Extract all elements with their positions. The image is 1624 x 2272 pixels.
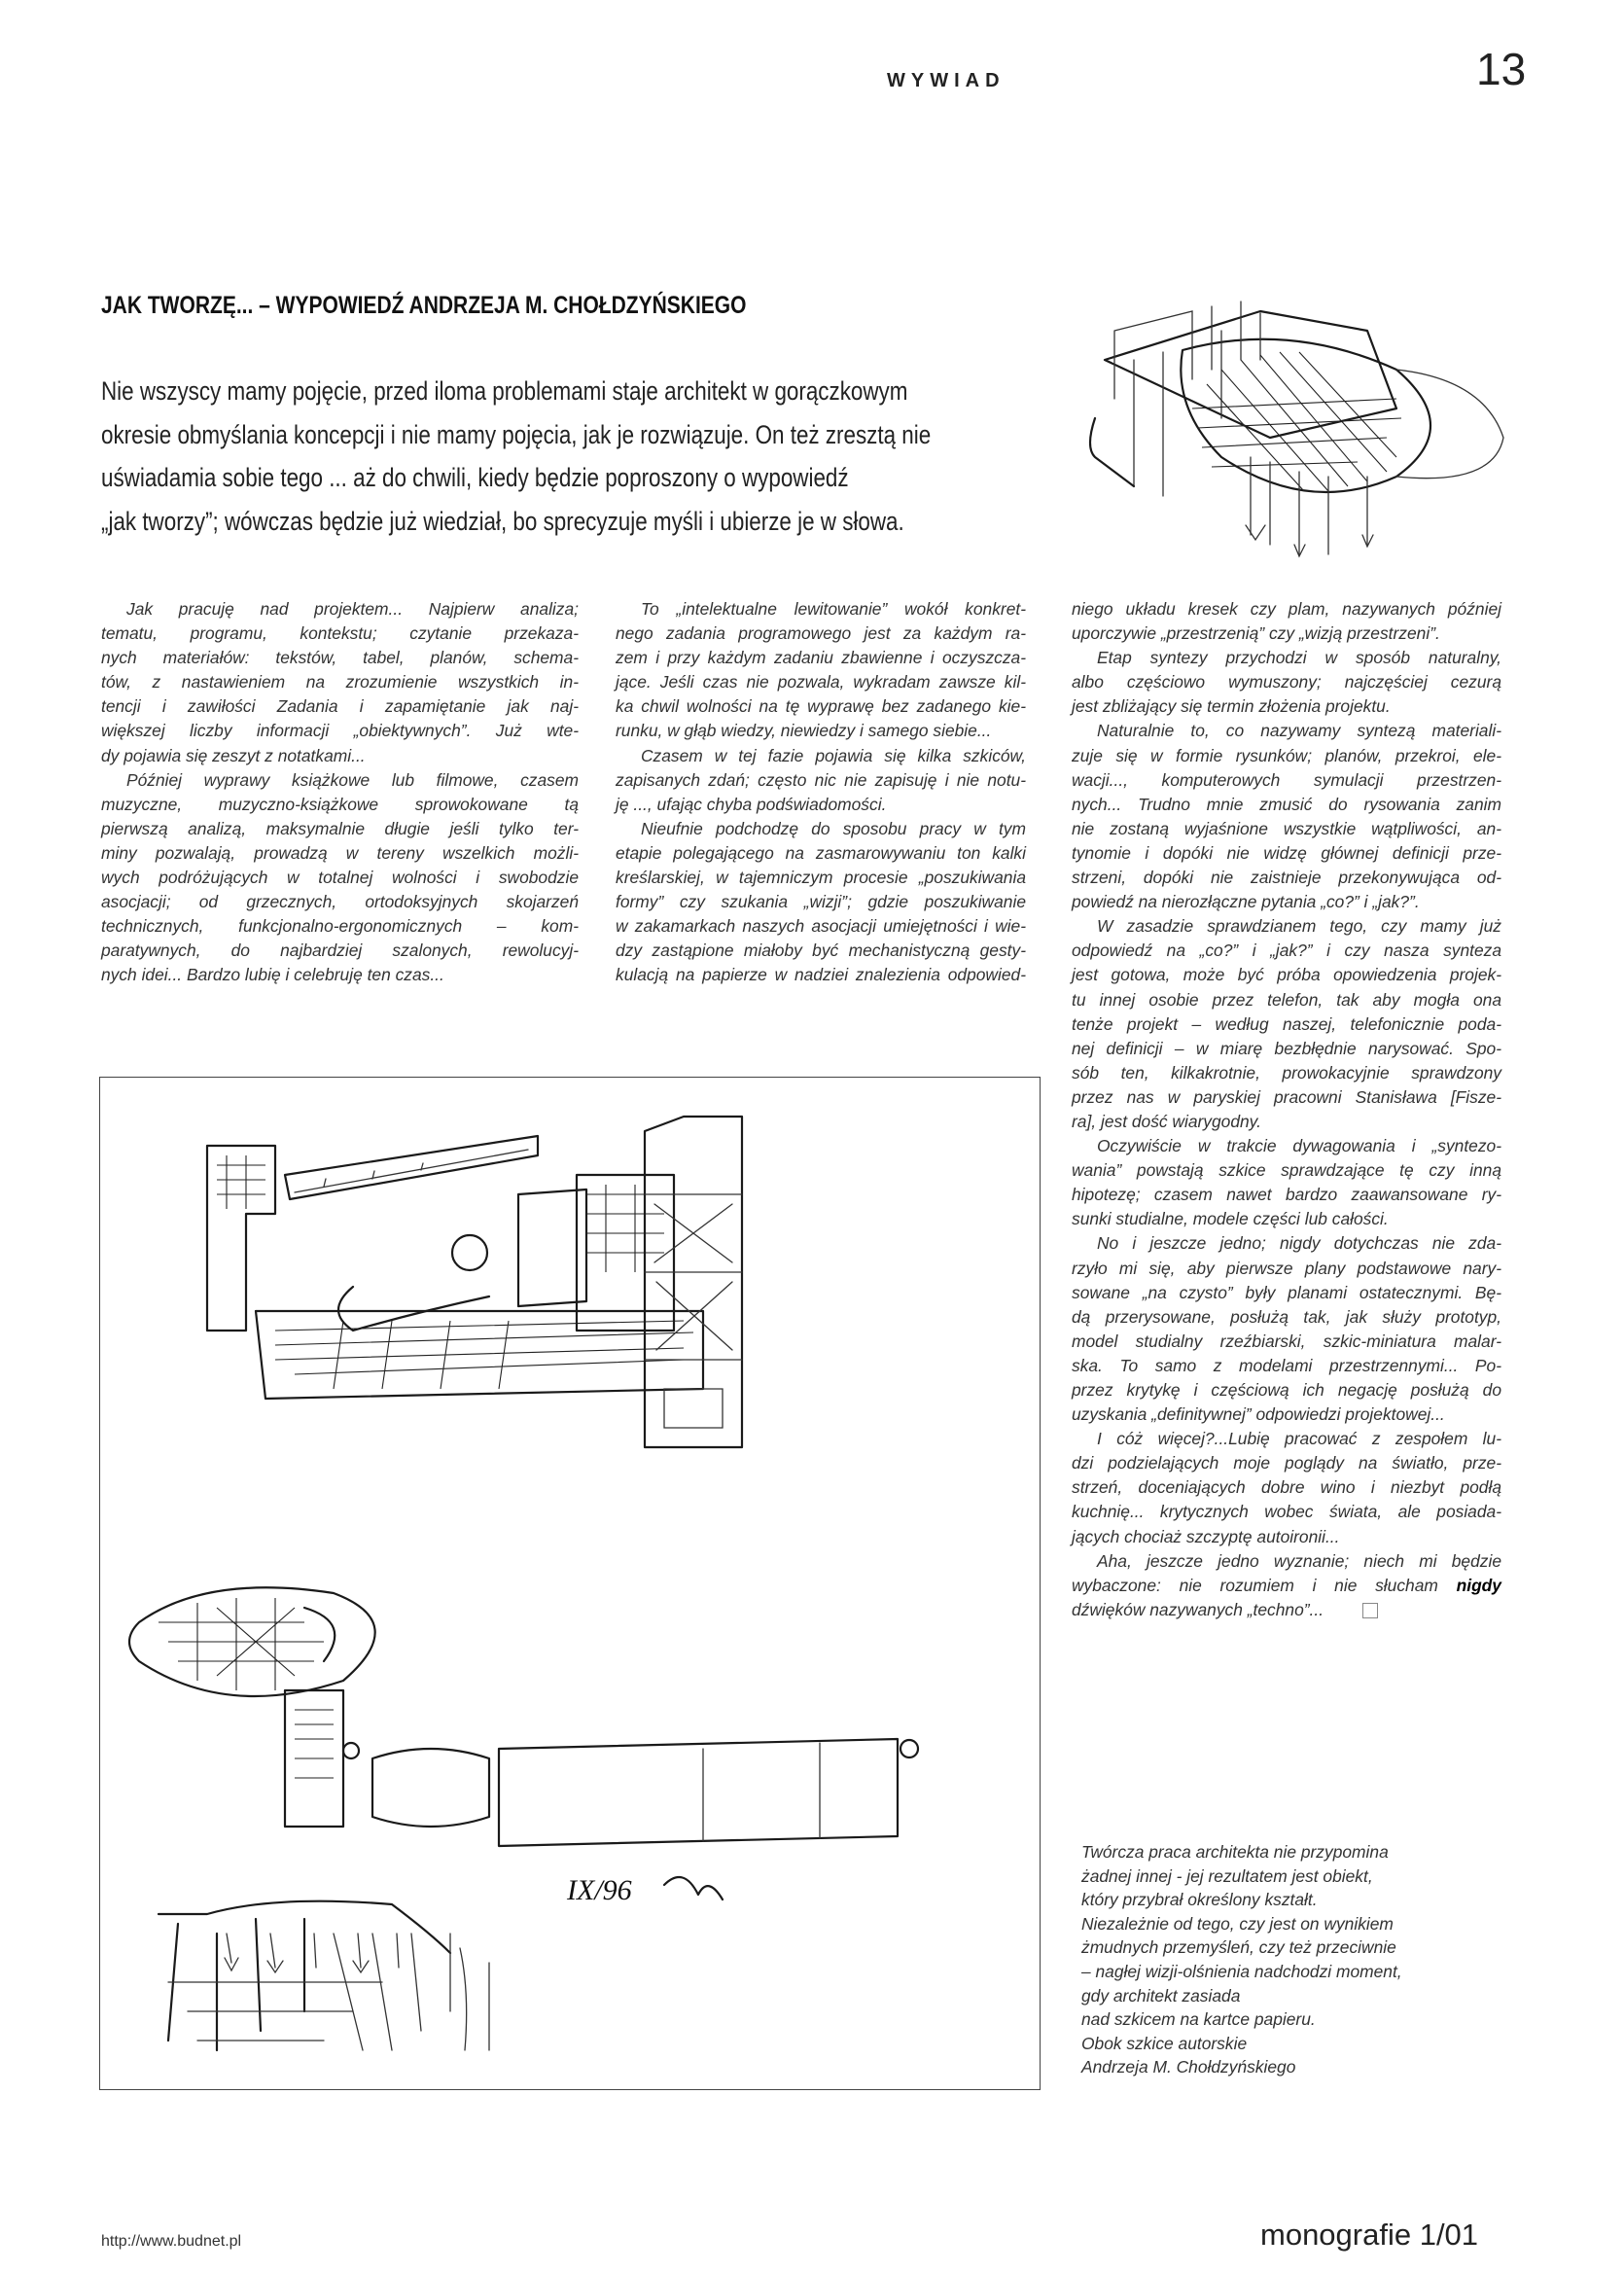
text-line: dą przerysowane, posłużą tak, jak służy prototyp, [1072,1306,1501,1327]
text-line: wych podróżujących w totalnej wolności i swobodzie [101,868,579,888]
text-line: tu innej osobie przez telefon, tak aby mogła ona [1072,989,1501,1010]
lead-line: uświadamia sobie tego ... aż do chwili, kiedy będzie poproszony o wypowiedź [101,463,849,492]
text-line: nie zostaną wyjaśnione wszystkie wątpliwości, an- [1072,818,1501,838]
lead-line: Nie wszyscy mamy pojęcie, przed iloma problemami staje architekt w gorączkowym [101,376,908,406]
text-line: pierwszą analizą, maksymalnie długie jeśli tylko ter- [101,818,579,838]
text-line: uzyskania „definitywnej” odpowiedzi projektowej... [1072,1404,1445,1425]
text-line: kreślarskiej, w tajemniczym procesie „poszukiwania [616,868,1026,888]
text-line: zuje się w formie rysunków; planów, przekroi, ele- [1072,745,1501,765]
text-line: niego układu kresek czy plam, nazywanych później [1072,599,1501,619]
text-line: Czasem w tej fazie pojawia się kilka szkiców, [641,745,1026,765]
text-line: tynomie i dopóki nie widzę głównej definicji prze- [1072,842,1501,863]
text-line: Jak pracuję nad projektem... Najpierw analiza; [126,599,579,619]
end-of-article-mark [1362,1603,1378,1618]
text-line: tematu, programu, kontekstu; czytanie przekaza- [101,623,579,644]
footer-url[interactable]: http://www.budnet.pl [101,2233,242,2250]
caption-line: Obok szkice autorskie [1081,2033,1248,2053]
text-line: dzi podzielających moje poglądy na światło, prze- [1072,1453,1501,1473]
text-line: nych idei... Bardzo lubię i celebruję ten czas... [101,965,444,985]
text-line: większej liczby informacji „obiektywnych”. Już wte- [101,721,579,741]
text-line: To „intelektualne lewitowanie” wokół konkret- [641,599,1026,619]
text-column-2 [616,597,1026,988]
text-line: tów, z nastawieniem na zrozumienie wszystkich in- [101,672,579,692]
text-line: albo częściowo wymuszony; najczęściej cezurą [1072,672,1501,692]
text-line: formy” czy szukania „wizji”; gdzie poszukiwanie [616,892,1026,912]
text-column-3 [1072,597,1501,1622]
text-line: ka chwil wolności na tę wyprawę bez zadanego kie- [616,696,1026,717]
text-line: sób ten, kilkakrotnie, prowokacyjnie sprawdzony [1072,1062,1501,1083]
text-line: No i jeszcze jedno; nigdy dotychczas nie zda- [1097,1233,1501,1254]
text-line: zem i przy każdym zadaniu zbawienne i oczyszcza- [616,648,1026,668]
text-line: Później wyprawy książkowe lub filmowe, czasem [126,769,579,790]
text-line: Aha, jeszcze jedno wyznanie; niech mi będzie [1097,1550,1501,1571]
footer-magazine-issue: monografie 1/01 [1260,2218,1479,2252]
text-line: jących chociaż szczyptę autoironii... [1072,1526,1340,1546]
perspective-sketch [1076,292,1533,584]
lead-paragraph [101,370,1038,543]
text-line: nych... Trudno mnie zmusić do rysowania zanim [1072,794,1501,814]
text-line: asocjacji; od grzecznych, ortodoksyjnych skojarzeń [101,892,579,912]
text-line: I cóż więcej?...Lubię pracować z zespołem lu- [1097,1429,1501,1449]
text-line: technicznych, funkcjonalno-ergonomicznych – kom- [101,916,579,937]
section-label: WYWIAD [887,70,1006,91]
text-line: wacji..., komputerowych symulacji przestrzen- [1072,769,1501,790]
text-line: model studialny rzeźbiarski, szkic-miniatura malar- [1072,1331,1501,1351]
text-line: w zakamarkach naszych asocjacji umiejętności i wie- [616,916,1026,937]
caption-line: gdy architekt zasiada [1081,1985,1241,2006]
text-line: etapie polegającego na zasmarowywaniu ton kalki [616,842,1026,863]
text-line [1072,1574,1501,1598]
text-line: powiedź na nierozłączne pytania „co?” i „jak?”. [1072,892,1420,912]
text-line: przez nas w paryskiej pracowni Stanisława [Fisze- [1072,1086,1501,1107]
text-line: nych materiałów: tekstów, tabel, planów, schema- [101,648,579,668]
text-line: hipotezę; czasem nawet bardzo zaawansowane ry- [1072,1185,1501,1205]
text-line: odpowiedź na „co?” i „jak?” i czy nasza synteza [1072,941,1501,961]
text-line: uporczywie „przestrzenią” czy „wizją przestrzeni”. [1072,623,1440,644]
text-line: runku, w głąb wiedzy, niewiedzy i samego siebie... [616,721,992,741]
sketch-date: IX/96 [567,1874,632,1906]
text-line: ska. To samo z modelami przestrzennymi... Po- [1072,1355,1501,1375]
text-line: miny pozwalają, prowadzą w tereny wszelkich możli- [101,842,579,863]
text-line: sunki studialne, modele części lub całości. [1072,1209,1389,1229]
text-line: Nieufnie podchodzę do sposobu pracy w tym [641,818,1026,838]
text-line: tencji i zawiłości Zadania i zapamiętanie jak naj- [101,696,579,717]
emphasis-word: nigdy [1456,1575,1501,1595]
caption-line: który przybrał określony kształt. [1081,1890,1318,1910]
text-line: ję ..., ufając chyba podświadomości. [616,794,887,814]
architectural-sketches [100,1078,1040,2089]
text-line: muzyczne, muzyczno-książkowe sprowokowane tą [101,794,579,814]
text-column-1 [101,597,579,988]
page-number: 13 [1476,44,1527,94]
text-line: jest zbliżający się termin złożenia projektu. [1072,696,1391,717]
text-line: jest gotowa, może być próba opowiedzenia projek- [1072,965,1501,985]
text-line: tenże projekt – według naszej, telefonicznie poda- [1072,1013,1501,1034]
text-line: przez krytykę i częściową ich negację posłużą do [1072,1380,1501,1400]
text-line: zapisanych zdań; często nic nie zapisuję i nie notu- [616,769,1026,790]
sketch-frame [99,1077,1041,2090]
caption-line: Twórcza praca architekta nie przypomina [1081,1842,1389,1862]
lead-line: „jak tworzy”; wówczas będzie już wiedział, bo sprecyzuje myśli i ubierze je w słowa. [101,506,904,536]
caption-line: żmudnych przemyśleń, czy też przeciwnie [1081,1937,1396,1958]
text-line: W zasadzie sprawdzianem tego, czy mamy już [1097,916,1501,937]
caption-line: żadnej innej - jej rezultatem jest obiekt, [1081,1865,1373,1886]
text-line: Naturalnie to, co nazywamy syntezą materiali- [1097,721,1501,741]
text-line: dy pojawia się zeszyt z notatkami... [101,745,366,765]
caption-line: – nagłej wizji-olśnienia nadchodzi moment, [1081,1961,1402,1981]
text-line: dzy zastąpione miałoby być mechanistyczną gesty- [616,941,1026,961]
text-line: Oczywiście w trakcie dywagowania i „syntezo- [1097,1136,1501,1156]
text-line: paratywnych, do najbardziej szalonych, rewolucyj- [101,941,579,961]
caption-line: Niezależnie od tego, czy jest on wynikiem [1081,1913,1394,1934]
text-line: Etap syntezy przychodzi w sposób naturalny, [1097,648,1501,668]
lead-line: okresie obmyślania koncepcji i nie mamy pojęcia, jak je rozwiązuje. On też zresztą nie [101,419,932,449]
text-line: nej definicji – w miarę bezbłędnie narysować. Spo- [1072,1038,1501,1058]
article-title: JAK TWORZĘ... – WYPOWIEDŹ ANDRZEJA M. CHOŁDZYŃSKIEGO [101,292,747,319]
text-line: jące. Jeśli czas nie pozwala, wykradam zawsze kil- [616,672,1026,692]
text-line [1072,1598,1501,1622]
caption-line: Andrzeja M. Chołdzyńskiego [1081,2057,1296,2077]
text-line: strzeń, doceniających dobre wino i niezbyt podłą [1072,1477,1501,1498]
text-line-end: dźwięków nazywanych „techno”... [1072,1599,1324,1619]
text-line-start: wybaczone: nie rozumiem i nie słucham [1072,1575,1438,1595]
text-line: strzeni, dopóki nie zaistnieje przekonywująca od- [1072,868,1501,888]
sketch-caption [1081,1840,1402,2079]
caption-line: nad szkicem na kartce papieru. [1081,2009,1316,2030]
text-line: sowane „na czysto” były planami ostatecznymi. Bę- [1072,1282,1501,1302]
text-line: wania” powstają szkice sprawdzające tę czy inną [1072,1160,1501,1181]
text-line: nego zadania programowego jest za każdym ra- [616,623,1026,644]
text-line: kuchnię... krytycznych wobec świata, ale posiada- [1072,1502,1501,1522]
text-line: kulacją na papierze w nadziei znalezienia odpowied- [616,965,1026,985]
text-line: ra], jest dość wiarygodny. [1072,1111,1261,1131]
text-line: rzyło mi się, aby pierwsze plany podstawowe nary- [1072,1258,1501,1278]
